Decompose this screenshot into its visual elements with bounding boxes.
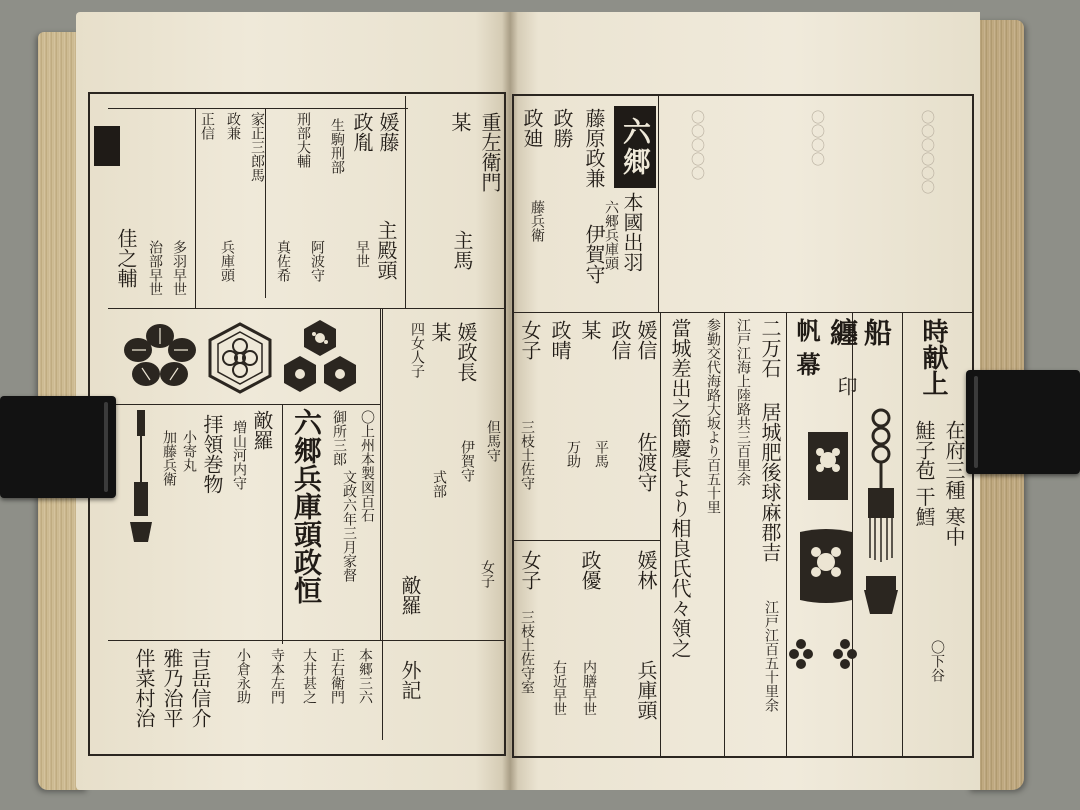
note-3: 御所三郎 [331,410,347,466]
left-bottom-col-2: 正右衛門 [329,648,345,704]
left-deco-mid-4: 女子 [479,560,495,588]
castle-seat: 居城肥後球麻郡吉 [758,402,782,562]
small-col-4: 小寄丸 [181,430,197,472]
triple-hexagon-crest-icon [278,318,362,396]
left-col-3: 生駒刑部 [329,118,345,174]
middle-left-rule [660,312,661,756]
binder-clip-right [966,370,1080,474]
seasonal-note-3: 〇下谷 [929,640,945,682]
middle-deco-4: 政晴 [548,320,572,360]
banner-label-curtain: 幕 [792,352,821,376]
top-col-2: 伊賀守 [582,224,606,284]
left-bottom-col-3: 大井甚之 [301,648,317,704]
top-col-deco-1: 政勝 [550,108,574,148]
left-deco-mid-3: 四女人子 [409,322,425,378]
note-6: 式部 [431,470,447,498]
left-bottom-col-4: 寺本左門 [269,648,285,704]
lower-col-5: 右近早世 [551,660,567,716]
middle-deco-6: 三枝土佐守 [519,420,535,490]
castle-route-1: 江戸江海上陸路共三百里余 [735,318,751,486]
small-crest-a-icon [788,636,814,672]
left-col-4: 主殿頭 [374,220,398,280]
note-4: 敵羅 [398,575,422,615]
banner-label-mark: 印 [834,376,858,396]
left-col-deco-1: 家正三郎馬 [249,112,265,182]
left-upper-divider [108,108,408,109]
middle-divider [512,540,660,541]
middle-col-3: 万助 [565,440,581,468]
ship-label-2: 纏 [826,318,859,346]
lower-col-1: 媛林 [634,550,658,590]
middle-deco-5: 女子 [518,320,542,360]
binder-clip-left [0,396,116,498]
seasonal-note-2: 鮭子苞 干鱈 [912,420,936,527]
castle-history: 當城差出之節慶長より相良氏代々領之 [668,318,692,658]
left-col-deco-2: 政兼 [225,112,241,140]
hexagon-crest-icon [206,320,274,396]
small-crest-b-icon [832,636,858,672]
left-corner-mark [94,126,120,166]
ghost-text-2: 〇〇〇〇 [809,110,825,166]
left-deco-mid-1: 媛政長 [454,322,478,382]
middle-col-1: 佐渡守 [634,432,658,492]
castle-left-rule [724,312,725,756]
flower-crest-icon [118,322,202,394]
small-col-5: 加藤兵衛 [161,430,177,486]
top-col-deco-3: 藤兵衛 [529,200,545,242]
left-col-6: 阿波守 [309,240,325,282]
lower-col-3: 政優 [578,550,602,590]
note-5: 外記 [398,660,422,700]
top-col-deco-2: 政廸 [520,108,544,148]
left-lower-divider [108,640,504,641]
main-lord-title: 六郷兵庫頭政恒 [290,408,323,604]
lower-col-2: 兵庫頭 [634,660,658,720]
left-col-8: 刑部大輔 [295,112,311,168]
lower-col-7: 三枝土佐守室 [519,610,535,694]
right-top-rule [512,312,974,313]
middle-col-2: 平馬 [593,440,609,468]
top-col-3: 六郷兵庫頭 [603,200,619,270]
left-bottom-col-1: 本郷三六 [357,648,373,704]
left-col-5: 早世 [354,240,370,268]
spear-emblem-icon [122,410,158,550]
left-col-9: 兵庫頭 [219,240,235,282]
left-col-1: 媛藤 [376,112,400,152]
left-bottom-col-7: 雅乃治平 [160,648,184,728]
castle-route-2: 参勤交代海路大坂より百五十里 [705,318,721,514]
left-crest-bottom [108,404,380,405]
note-1: 〇上州本製図百石 [359,410,375,522]
left-col-deco-3: 正信 [199,112,215,140]
clan-subtitle: 本國出羽 [620,192,644,272]
middle-deco-3: 某 [578,320,602,340]
left-col-deco-5: 某 [448,112,472,132]
ship-mark-label: 船 [860,318,893,346]
left-col-deco-4: 重左衛門 [478,112,502,192]
left-bottom-col-8: 伴菜村治 [132,648,156,728]
ghost-text-1: 〇〇〇〇〇〇 [919,110,935,194]
lower-col-6: 女子 [518,550,542,590]
left-main-left-rule [282,404,283,644]
right-top-split [658,94,659,312]
left-upper-v3 [405,96,406,308]
banner-left-rule [786,312,787,756]
castle-distance: 江戸江百五十里余 [763,600,779,712]
left-col-2: 政胤 [350,112,374,152]
left-col-7: 真佐希 [275,240,291,282]
left-col-11: 治部早世 [147,240,163,296]
small-col-2: 増山河内守 [231,420,247,490]
clan-title-block: 六郷 [614,106,656,188]
note-2: 文政六年三月家督 [341,470,357,582]
left-col-13: 主馬 [450,230,474,270]
middle-deco-2: 政信 [608,320,632,360]
left-deco-mid-2: 某 [428,322,452,342]
left-crest-right [380,308,381,640]
middle-deco-1: 媛信 [634,320,658,360]
left-mid-rule [382,308,383,740]
sail-crest-icon [806,430,850,502]
standard-banner-icon [858,408,904,618]
ghost-text-3: 〇〇〇〇〇 [689,110,705,180]
left-col-12: 佳之輔 [114,228,138,288]
left-bottom-col-5: 小倉永助 [235,648,251,704]
left-col-10: 多羽早世 [171,240,187,296]
lower-col-4: 内膳早世 [581,660,597,716]
note-8: 但馬守 [485,420,501,462]
seasonal-heading: 時献上 [918,318,948,396]
left-upper-v1 [195,108,196,308]
top-col-1: 藤原政兼 [582,108,606,188]
small-col-1: 敵羅 [250,410,274,450]
small-col-3: 拝領巻物 [200,414,224,494]
left-bottom-col-6: 吉岳信介 [188,648,212,728]
note-7: 伊賀守 [459,440,475,482]
curtain-crest-icon [798,526,854,606]
left-upper-bottom [108,308,504,309]
left-upper-v2 [265,108,266,298]
seasonal-note-1: 在府三種 寒中 [942,420,966,547]
banner-label-sail: 帆 [792,318,821,342]
castle-stipend: 二万石 [758,318,782,378]
